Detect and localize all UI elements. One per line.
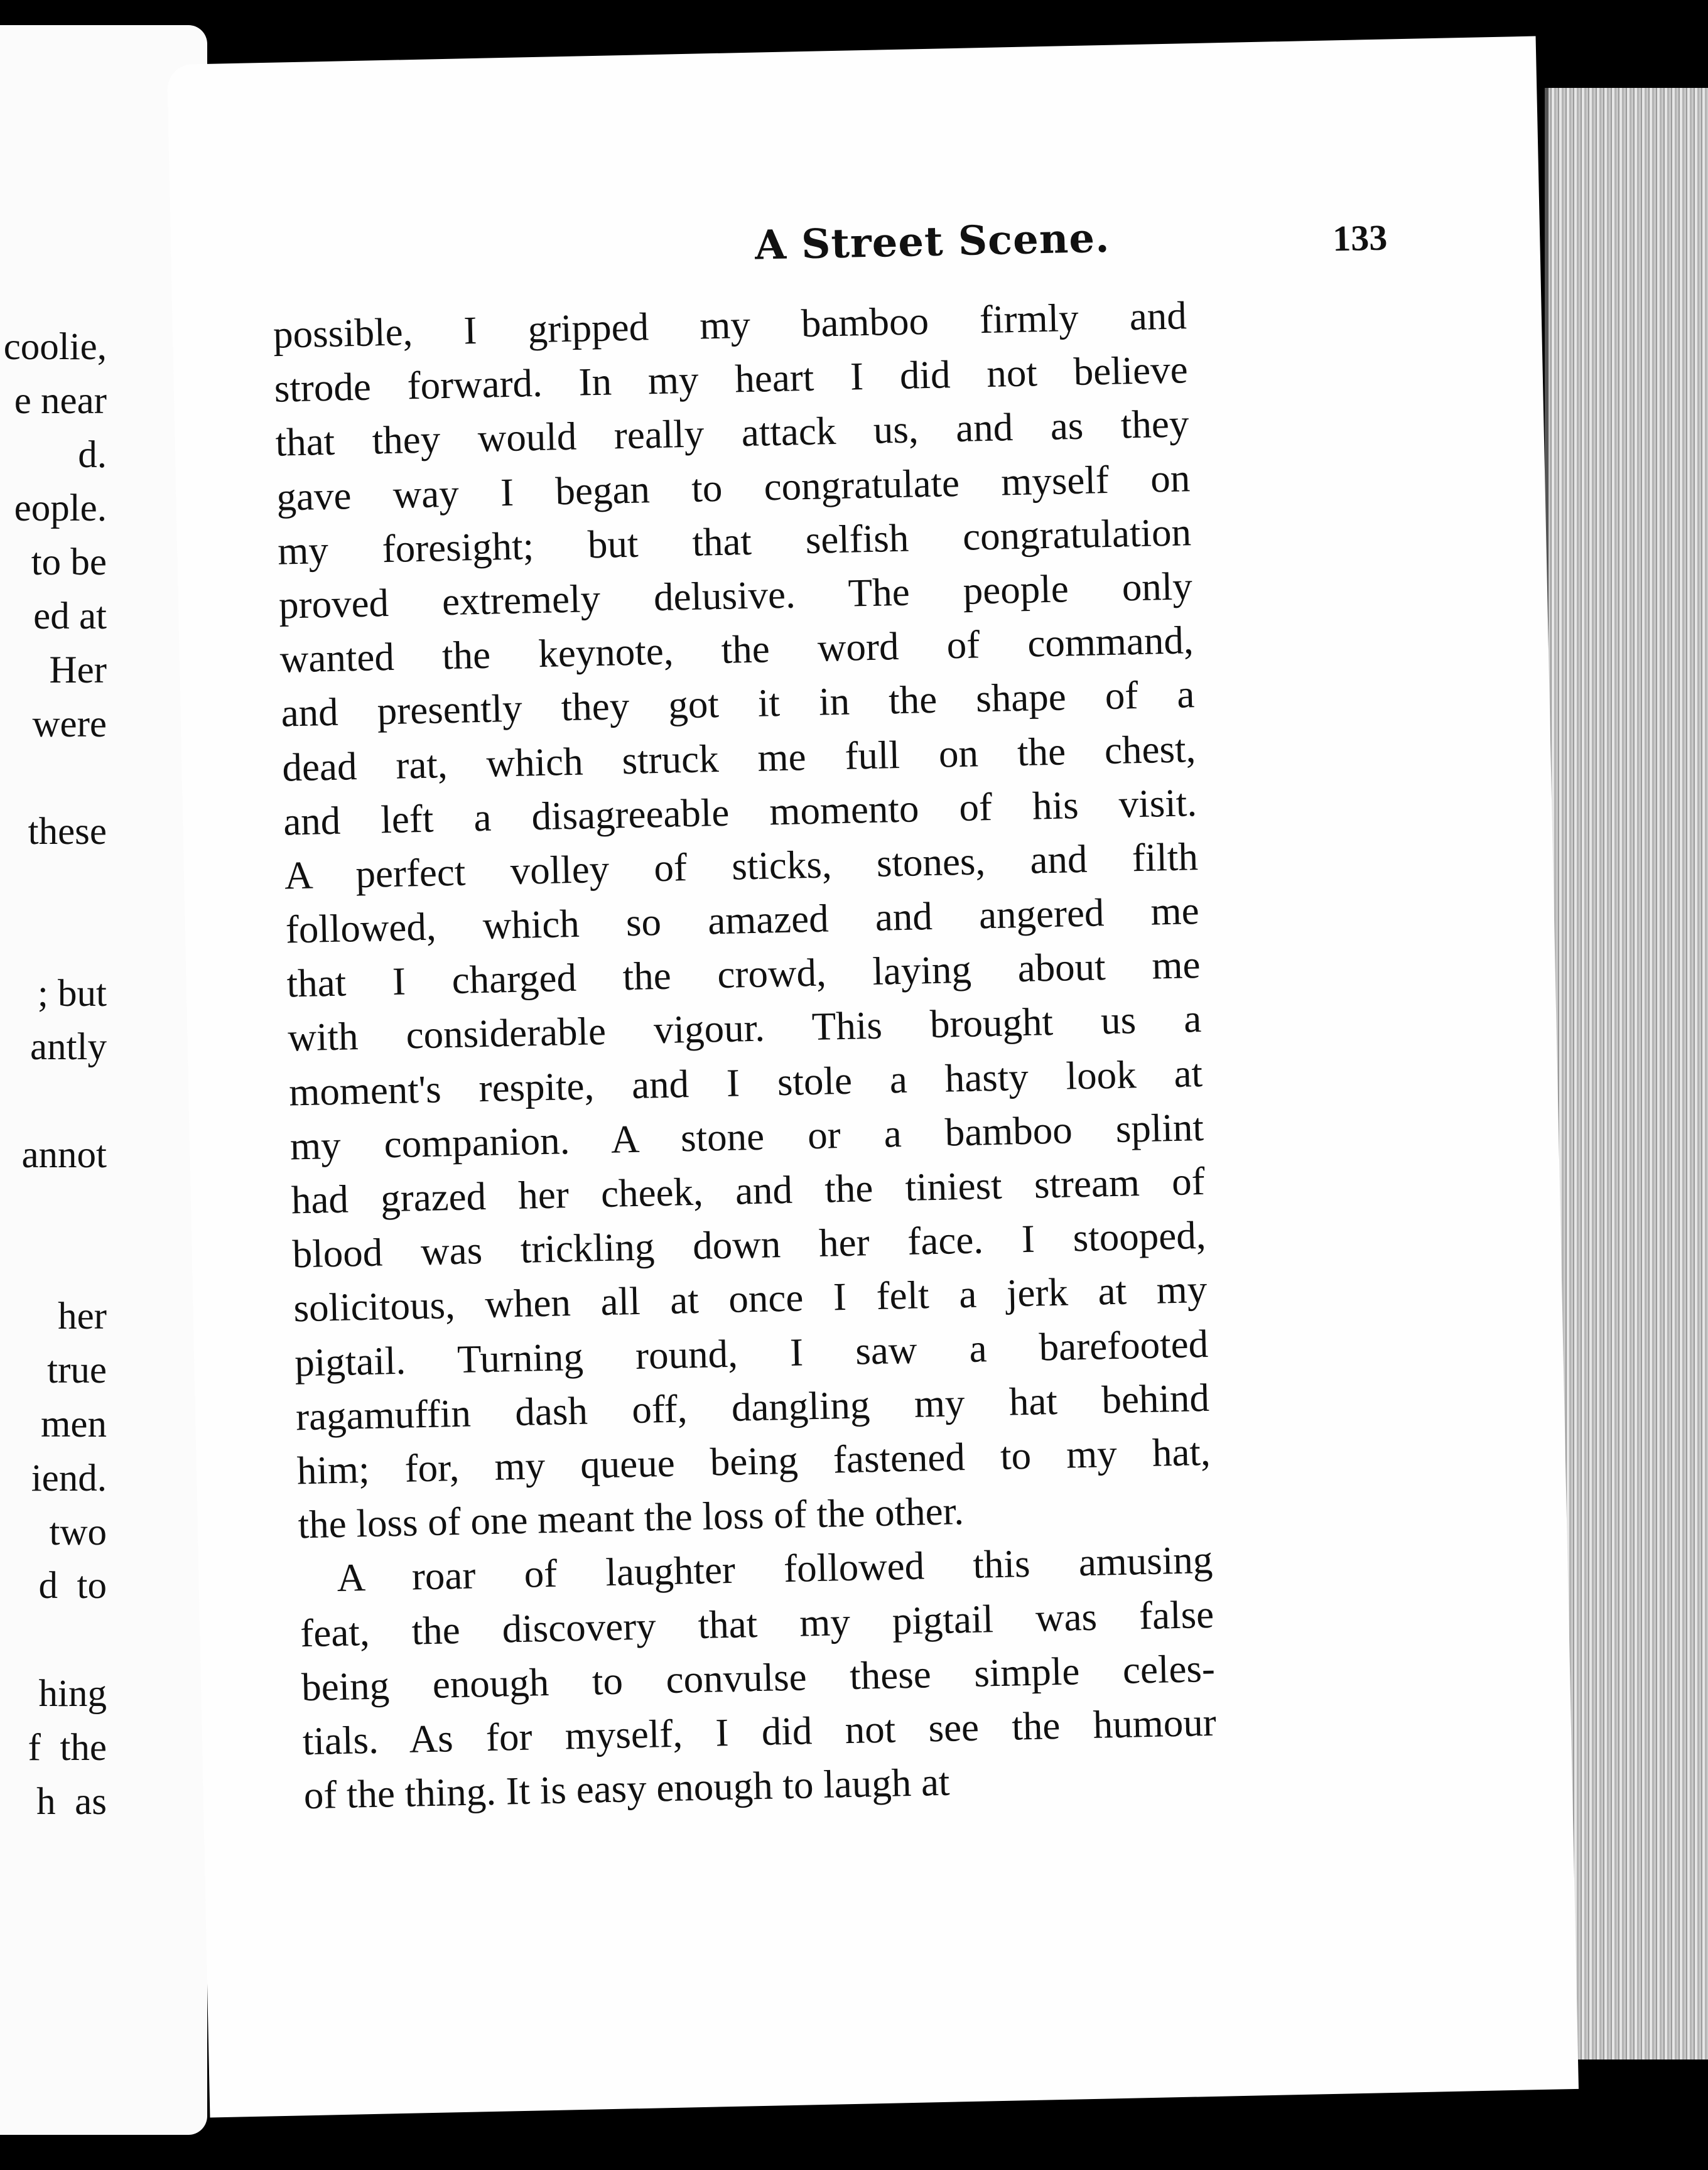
facing-page-line bbox=[0, 1074, 107, 1128]
text-line: my companion. A stone or a bamboo splint bbox=[289, 1104, 1204, 1169]
book-page bbox=[167, 36, 1579, 2118]
facing-page-line bbox=[0, 859, 107, 913]
text-line: followed, which so amazed and angered me bbox=[285, 888, 1200, 952]
text-line: my foresight; but that selfish congratulation bbox=[277, 509, 1192, 573]
page-header bbox=[271, 202, 1402, 295]
facing-page-line: antly bbox=[30, 1026, 107, 1069]
facing-page-line bbox=[0, 751, 107, 805]
text-line: pigtail. Turning round, I saw a barefooted bbox=[294, 1321, 1209, 1385]
facing-page-line bbox=[0, 913, 107, 967]
text-line: wanted the keynote, the word of command, bbox=[279, 618, 1194, 681]
text-line: that they would really attack us, and as they bbox=[274, 401, 1190, 465]
facing-page-line: true bbox=[47, 1349, 107, 1392]
text-line: the loss of one meant the loss of the other. bbox=[298, 1489, 965, 1547]
text-line: and left a disagreeable momento of his visit. bbox=[283, 780, 1197, 844]
text-line: him; for, my queue being fastened to my hat, bbox=[296, 1429, 1211, 1493]
text-line: being enough to convulse these simple celes- bbox=[301, 1646, 1216, 1709]
facing-page-line: these bbox=[28, 811, 107, 853]
text-line: tials. As for myself, I did not see the humour bbox=[302, 1700, 1217, 1764]
facing-page-line: were bbox=[32, 703, 107, 745]
facing-page-line bbox=[0, 1236, 107, 1290]
text-line: blood was trickling down her face. I stooped, bbox=[291, 1213, 1207, 1277]
text-line: had grazed her cheek, and the tiniest stream of bbox=[291, 1158, 1206, 1223]
text-line: solicitous, when all at once I felt a jerk at my bbox=[293, 1267, 1208, 1331]
text-line: proved extremely delusive. The people only bbox=[278, 564, 1193, 627]
page-number: 133 bbox=[1332, 217, 1388, 259]
facing-page-line: h as bbox=[36, 1780, 107, 1823]
facing-page-line: ; but bbox=[37, 972, 107, 1015]
text-line: feat, the discovery that my pigtail was false bbox=[300, 1592, 1214, 1655]
facing-page-line: annot bbox=[21, 1133, 107, 1176]
text-line: that I charged the crowd, laying about me bbox=[286, 942, 1201, 1006]
facing-page-line: coolie, bbox=[3, 326, 107, 368]
facing-page-line: to be bbox=[31, 541, 107, 584]
running-head: A Street Scene. bbox=[754, 214, 1111, 269]
text-line: A perfect volley of sticks, stones, and filth bbox=[284, 834, 1199, 898]
facing-page-line: e near bbox=[14, 379, 107, 422]
facing-page-line: d to bbox=[38, 1565, 107, 1607]
text-line: moment's respite, and I stole a hasty look at bbox=[288, 1050, 1203, 1115]
text-line: gave way I began to congratulate myself on bbox=[276, 455, 1191, 519]
facing-page-line: hing bbox=[38, 1672, 107, 1715]
facing-page-line: iend. bbox=[31, 1457, 107, 1499]
text-line: ragamuffin dash off, dangling my hat behind bbox=[295, 1375, 1210, 1439]
text-line: dead rat, which struck me full on the chest, bbox=[281, 726, 1196, 790]
facing-page-line: ed at bbox=[33, 595, 107, 637]
facing-page-line: eople. bbox=[14, 487, 107, 530]
facing-page-line: her bbox=[58, 1295, 107, 1338]
text-line: and presently they got it in the shape of a bbox=[280, 672, 1196, 735]
text-line: possible, I gripped my bamboo firmly and bbox=[273, 293, 1187, 357]
facing-page-line: d. bbox=[78, 433, 107, 476]
text-line: A roar of laughter followed this amusing bbox=[336, 1538, 1213, 1601]
facing-page-line: f the bbox=[28, 1726, 107, 1769]
body-text bbox=[273, 288, 1218, 1822]
facing-page-line: men bbox=[40, 1403, 107, 1445]
facing-page-line: Her bbox=[49, 649, 107, 691]
facing-page-line bbox=[0, 1182, 107, 1236]
text-line: of the thing. It is easy enough to laugh at bbox=[303, 1759, 951, 1818]
text-line: with considerable vigour. This brought us a bbox=[287, 996, 1202, 1060]
facing-page-line bbox=[0, 1613, 107, 1667]
facing-page-text bbox=[0, 320, 107, 1828]
text-line: strode forward. In my heart I did not believe bbox=[274, 347, 1189, 411]
facing-page-line: two bbox=[49, 1511, 107, 1553]
